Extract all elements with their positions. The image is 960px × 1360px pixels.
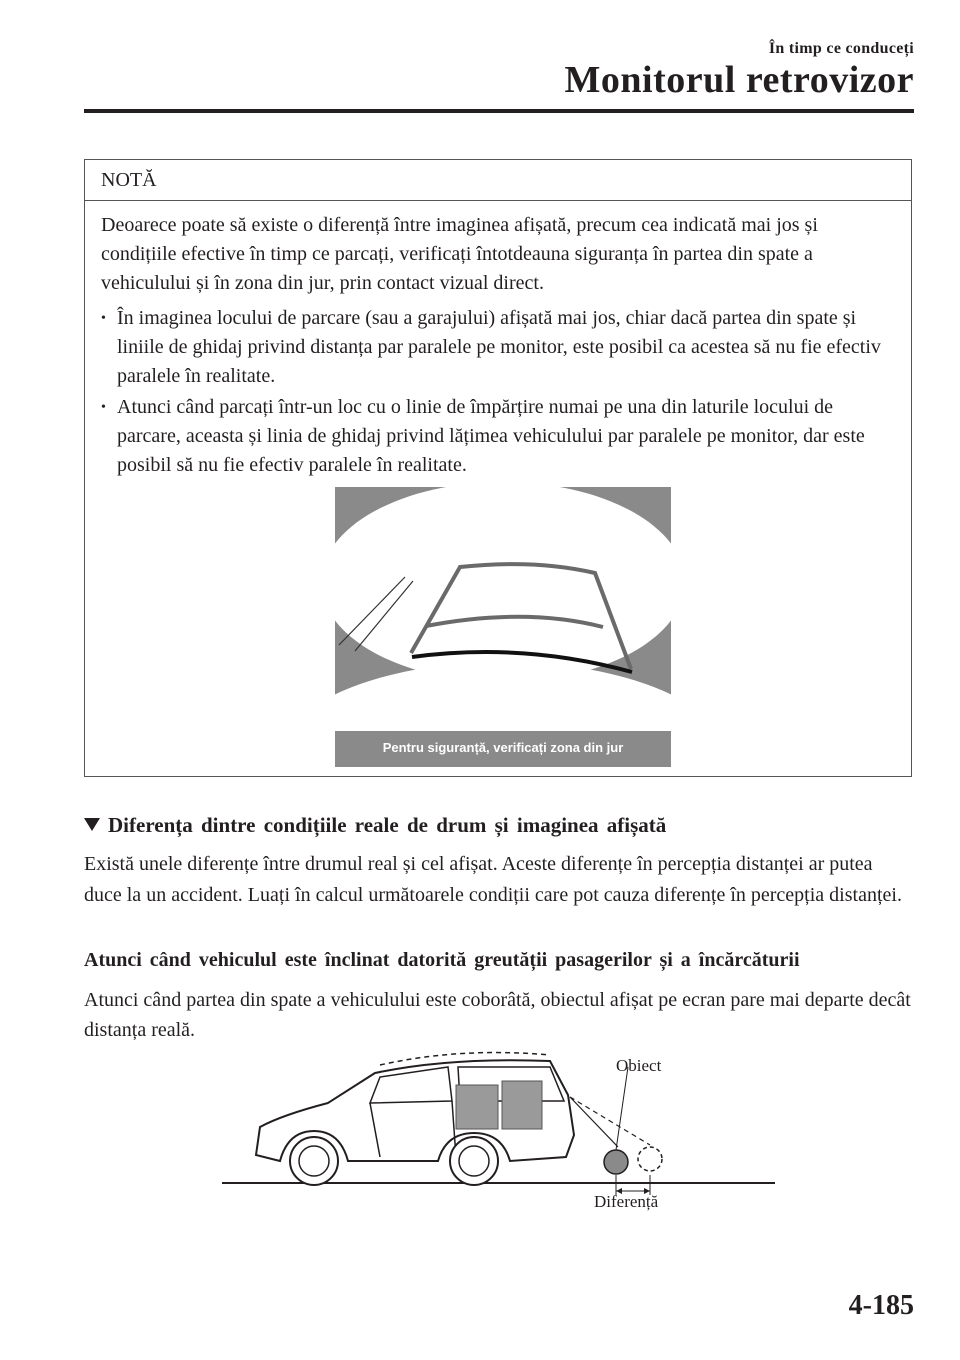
note-heading: NOTĂ bbox=[85, 160, 911, 201]
object-label: Obiect bbox=[616, 1056, 662, 1075]
bullet-dot-icon: • bbox=[101, 400, 106, 415]
rear-camera-image bbox=[335, 487, 671, 767]
section-paragraph: Există unele diferențe între drumul real și cel afișat. Aceste diferențe în percepția distanței ar putea duce la un accident. Luați în calcul următoarele condiții care pot cauza diferențe în percepția distanței. bbox=[84, 853, 902, 906]
header-divider bbox=[84, 109, 914, 113]
car-tilt-figure bbox=[220, 1035, 780, 1220]
note-bullet-1 bbox=[101, 304, 893, 391]
page-number: 4-185 bbox=[848, 1290, 914, 1321]
rear-camera-illustration bbox=[335, 487, 671, 767]
triangle-marker-icon bbox=[84, 818, 100, 831]
header-section-title: În timp ce conduceți bbox=[768, 40, 914, 57]
subheading: Atunci când vehiculul este înclinat datorită greutății pasagerilor și a încărcăturii bbox=[84, 949, 800, 971]
bullet-dot-icon: • bbox=[101, 311, 106, 326]
car-illustration bbox=[220, 1035, 780, 1220]
note-bullet-2 bbox=[101, 393, 893, 480]
section-heading bbox=[84, 813, 666, 838]
note-paragraph: Deoarece poate să existe o diferență între imaginea afișată, precum cea indicată mai jos și condițiile efective în timp ce parcați, verificați întotdeauna siguranța în partea din spate a vehiculului și în zona din jur, prin contact vizual direct. bbox=[101, 214, 818, 294]
note-body bbox=[85, 201, 911, 480]
note-bullet-text: În imaginea locului de parcare (sau a garajului) afișată mai jos, chiar dacă partea din spate și liniile de ghidaj privind distanța par paralele pe monitor, este posibil ca acestea să nu fie efectiv paralele în realitate. bbox=[117, 307, 881, 387]
section-heading-text: Diferența dintre condițiile reale de drum și imaginea afișată bbox=[108, 813, 667, 837]
subparagraph: Atunci când partea din spate a vehiculului este coborâtă, obiectul afișat pe ecran pare mai departe decât distanța reală. bbox=[84, 989, 911, 1041]
note-box bbox=[84, 159, 912, 777]
note-bullet-text: Atunci când parcați într-un loc cu o linie de împărțire numai pe una din laturile locului de parcare, aceasta și linia de ghidaj privind lățimea vehiculului par paralele pe monitor, dar este posibil să nu fie efectiv paralele în realitate. bbox=[117, 396, 865, 476]
camera-caption: Pentru siguranță, verificați zona din jur bbox=[382, 740, 624, 755]
difference-label: Diferență bbox=[594, 1192, 659, 1211]
page-title: Monitorul retrovizor bbox=[564, 59, 914, 101]
